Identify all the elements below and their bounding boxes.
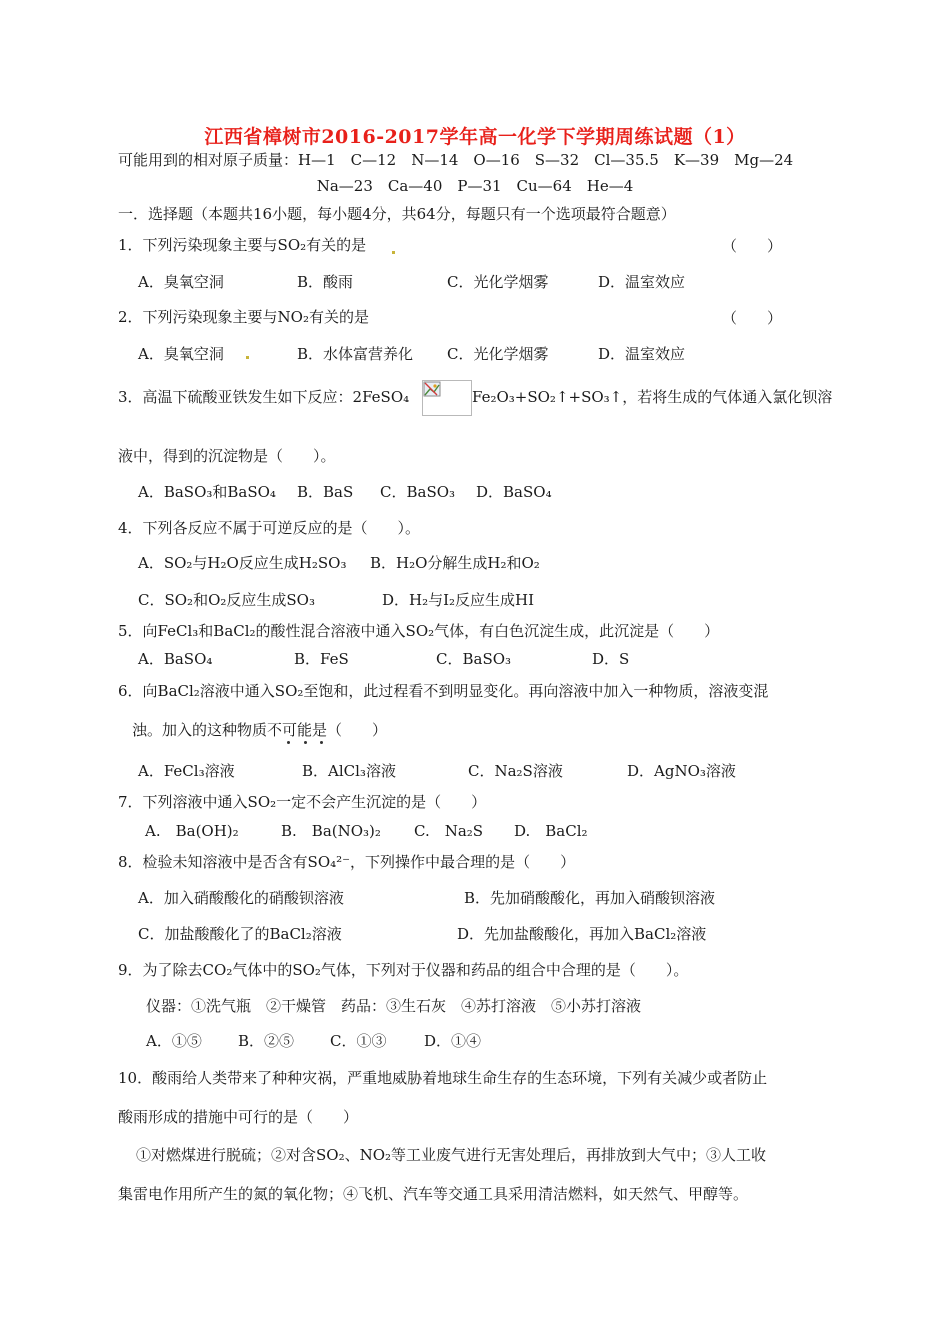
question-10-stem-line1: 10．酸雨给人类带来了种种灾祸，严重地威胁着地球生命生存的生态环境，下列有关减少或者防止 [118,1069,768,1087]
question-6-stem-line2: 浊。加入的这种物质不可能是（ ） [132,721,388,739]
question-3-option-b: B．BaS [297,483,354,501]
question-5-option-a: A．BaSO₄ [138,650,213,668]
question-2-option-c: C．光化学烟雾 [447,345,549,363]
question-3-stem-end: Fe₂O₃+SO₂↑+SO₃↑，若将生成的气体通入氯化钡溶 [472,388,833,406]
question-7-option-d: D. BaCl₂ [514,822,588,840]
speck-mark [246,356,249,359]
speck-mark [392,251,395,254]
question-7-option-c: C. Na₂S [414,822,484,840]
question-6-option-c: C．Na₂S溶液 [468,762,563,780]
question-1-option-c: C．光化学烟雾 [447,273,549,291]
question-5-option-b: B．FeS [294,650,349,668]
question-4-option-c: C．SO₂和O₂反应生成SO₃ [138,591,315,609]
question-10-stem-line2: 酸雨形成的措施中可行的是（ ） [118,1108,359,1126]
question-3-option-d: D．BaSO₄ [476,483,552,501]
question-4-stem: 4．下列各反应不属于可逆反应的是（ ）。 [118,519,421,537]
question-9-list: 仪器：①洗气瓶 ②干燥管 药品：③生石灰 ④苏打溶液 ⑤小苏打溶液 [146,997,642,1015]
question-2-option-a: A．臭氧空洞 [138,345,224,363]
question-3-stem-cont: 液中，得到的沉淀物是（ ）。 [118,447,336,465]
question-6-stem-line1: 6．向BaCl₂溶液中通入SO₂至饱和，此过程看不到明显变化。再向溶液中加入一种物质，溶液变混 [118,682,769,700]
question-1-option-b: B．酸雨 [297,273,354,291]
question-8-option-c: C．加盐酸酸化了的BaCl₂溶液 [138,925,342,943]
question-7-option-a: A. Ba(OH)₂ [145,822,239,840]
question-9-option-a: A．①⑤ [146,1032,202,1050]
question-3-option-c: C．BaSO₃ [380,483,456,501]
emphasis-dot [320,741,323,744]
question-2-option-d: D．温室效应 [598,345,686,363]
question-9-option-c: C．①③ [330,1032,387,1050]
question-4-option-b: B．H₂O分解生成H₂和O₂ [370,554,540,572]
broken-image-placeholder [422,380,472,416]
question-6-option-b: B．AlCl₃溶液 [302,762,396,780]
question-7-option-b: B. Ba(NO₃)₂ [281,822,381,840]
question-3-stem-start: 3．高温下硫酸亚铁发生如下反应：2FeSO₄ [118,388,410,406]
question-8-option-b: B．先加硝酸酸化，再加入硝酸钡溶液 [464,889,716,907]
question-1-option-a: A．臭氧空洞 [138,273,224,291]
question-10-body-line1: ①对燃煤进行脱硫；②对含SO₂、NO₂等工业废气进行无害处理后，再排放到大气中；③人工收 [136,1146,767,1164]
question-4-option-a: A．SO₂与H₂O反应生成H₂SO₃ [138,554,347,572]
question-2-option-b: B．水体富营养化 [297,345,414,363]
question-2-answer-slot: （ ） [722,309,783,327]
broken-image-icon [423,381,471,415]
question-1-option-d: D．温室效应 [598,273,686,291]
question-8-option-d: D．先加盐酸酸化，再加入BaCl₂溶液 [457,925,707,943]
question-3-option-a: A．BaSO₃和BaSO₄ [138,483,276,501]
question-8-option-a: A．加入硝酸酸化的硝酸钡溶液 [138,889,344,907]
question-9-option-d: D．①④ [424,1032,482,1050]
question-9-option-b: B．②⑤ [238,1032,295,1050]
question-4-option-d: D．H₂与I₂反应生成HI [382,591,535,609]
question-10-body-line2: 集雷电作用所产生的氮的氧化物；④飞机、汽车等交通工具采用清洁燃料，如天然气、甲醇等。 [118,1185,749,1203]
question-5-option-c: C．BaSO₃ [436,650,512,668]
emphasis-dot [304,741,307,744]
question-6-option-a: A．FeCl₃溶液 [138,762,235,780]
question-2-stem: 2．下列污染现象主要与NO₂有关的是 [118,308,369,326]
question-1-answer-slot: （ ） [722,237,783,255]
question-9-stem: 9．为了除去CO₂气体中的SO₂气体，下列对于仪器和药品的组合中合理的是（ ）。 [118,961,689,979]
section-heading: 一．选择题（本题共16小题，每小题4分，共64分，每题只有一个选项最符合题意） [118,205,676,223]
page-title: 江西省樟树市2016-2017学年高一化学下学期周练试题（1） [204,126,746,148]
atomic-masses-line2: Na—23 Ca—40 P—31 Cu—64 He—4 [316,177,634,195]
question-5-option-d: D．S [592,650,630,668]
emphasis-dot [287,741,290,744]
atomic-masses-line1: 可能用到的相对原子质量：H—1 C—12 N—14 O—16 S—32 Cl—35.5 K—39 Mg—24 [118,151,794,169]
question-7-stem: 7．下列溶液中通入SO₂一定不会产生沉淀的是（ ） [118,793,487,811]
question-8-stem: 8．检验未知溶液中是否含有SO₄²⁻，下列操作中最合理的是（ ） [118,853,576,871]
question-1-stem: 1．下列污染现象主要与SO₂有关的是 [118,236,367,254]
question-5-stem: 5．向FeCl₃和BaCl₂的酸性混合溶液中通入SO₂气体，有白色沉淀生成，此沉淀是（ ） [118,622,720,640]
question-6-option-d: D．AgNO₃溶液 [627,762,736,780]
